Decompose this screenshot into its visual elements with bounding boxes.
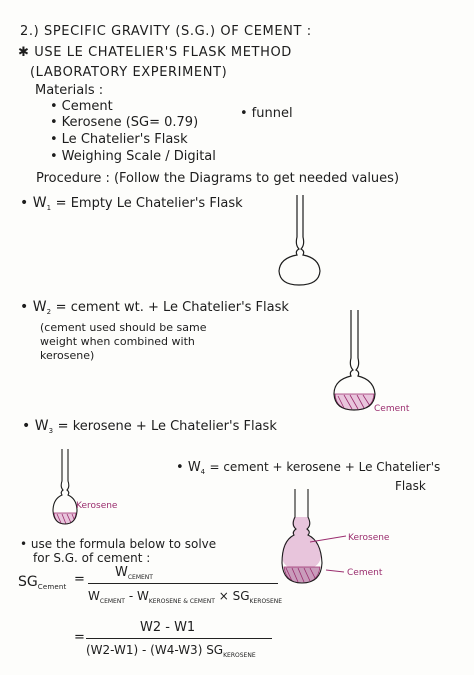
step-w1 bbox=[20, 196, 243, 213]
formula-intro bbox=[20, 538, 216, 551]
w4-sub: 4 bbox=[200, 468, 206, 476]
den2-text: (W2-W1) - (W4-W3) SG bbox=[86, 643, 224, 657]
cement-label: Cement bbox=[347, 568, 383, 578]
procedure-heading: Procedure : (Follow the Diagrams to get needed values) bbox=[36, 171, 400, 186]
w2-sub: 2 bbox=[46, 308, 52, 316]
kerosene-label: Kerosene bbox=[348, 533, 390, 543]
formula2-numerator: W2 - W1 bbox=[140, 620, 196, 635]
flask-cement bbox=[330, 308, 380, 413]
w3-sub: 3 bbox=[48, 427, 54, 435]
w2-note: kerosene) bbox=[40, 349, 95, 362]
fraction-bar bbox=[88, 583, 278, 584]
w1-text: = Empty Le Chatelier's Flask bbox=[55, 196, 243, 211]
bullet: • bbox=[176, 460, 188, 475]
flask-kerosene bbox=[50, 447, 80, 527]
den-w-sub: CEMENT bbox=[99, 598, 125, 605]
w1-label: W bbox=[32, 195, 47, 211]
den-sg-sub: KEROSENE bbox=[249, 598, 283, 605]
w4-label: W bbox=[187, 460, 201, 475]
w4-text-cont: Flask bbox=[395, 479, 426, 493]
material-item: • Kerosene (SG= 0.79) bbox=[50, 115, 198, 130]
w3-label: W bbox=[34, 418, 49, 434]
w3-text: = kerosene + Le Chatelier's Flask bbox=[57, 419, 277, 434]
material-item: • Weighing Scale / Digital bbox=[50, 149, 216, 164]
den2-sub: KEROSENE bbox=[223, 652, 256, 659]
w2-note: (cement used should be same bbox=[40, 321, 207, 334]
method-line: ✱ USE LE CHATELIER'S FLASK METHOD bbox=[18, 45, 292, 60]
sg-lhs bbox=[18, 575, 66, 592]
sg-symbol: SG bbox=[18, 574, 38, 590]
w4-text: = cement + kerosene + Le Chatelier's bbox=[209, 460, 441, 474]
equals-sign: = bbox=[74, 572, 85, 587]
lab-line: (LABORATORY EXPERIMENT) bbox=[30, 65, 228, 80]
den-times-sg: × SG bbox=[218, 589, 250, 603]
w2-label: W bbox=[32, 299, 47, 315]
formula-numerator bbox=[115, 565, 153, 582]
den-minus-sub: KEROSENE & CEMENT bbox=[148, 598, 215, 605]
formula-denominator bbox=[88, 589, 282, 606]
bullet: • bbox=[20, 195, 33, 211]
material-item: • Cement bbox=[50, 99, 113, 114]
formula2-denominator bbox=[86, 643, 256, 660]
kerosene-label: Kerosene bbox=[76, 501, 118, 511]
cement-label: Cement bbox=[374, 404, 410, 414]
num-w: W bbox=[115, 565, 128, 580]
formula-intro-text: for S.G. of cement : bbox=[33, 551, 151, 565]
den-minus-w: - W bbox=[128, 589, 149, 603]
material-item-extra: • funnel bbox=[240, 106, 293, 121]
sg-sub: Cement bbox=[37, 583, 67, 591]
step-w4 bbox=[176, 460, 440, 477]
bullet: • bbox=[20, 537, 31, 551]
section-title: 2.) SPECIFIC GRAVITY (S.G.) OF CEMENT : bbox=[20, 24, 312, 39]
step-w2 bbox=[20, 300, 289, 317]
formula-intro-text: use the formula below to solve bbox=[30, 537, 217, 551]
materials-heading: Materials : bbox=[35, 83, 104, 98]
bullet: • bbox=[20, 299, 33, 315]
w2-note: weight when combined with bbox=[40, 335, 195, 348]
w2-text: = cement wt. + Le Chatelier's Flask bbox=[55, 300, 289, 315]
step-w3 bbox=[22, 419, 277, 436]
flask-empty bbox=[275, 193, 325, 288]
material-item: • Le Chatelier's Flask bbox=[50, 132, 188, 147]
den-w: W bbox=[88, 589, 100, 603]
fraction-bar-2 bbox=[86, 638, 272, 639]
equals-sign-2: = bbox=[74, 630, 85, 645]
bullet: • bbox=[22, 418, 35, 434]
w1-sub: 1 bbox=[46, 204, 52, 212]
num-sub: CEMENT bbox=[127, 574, 153, 581]
